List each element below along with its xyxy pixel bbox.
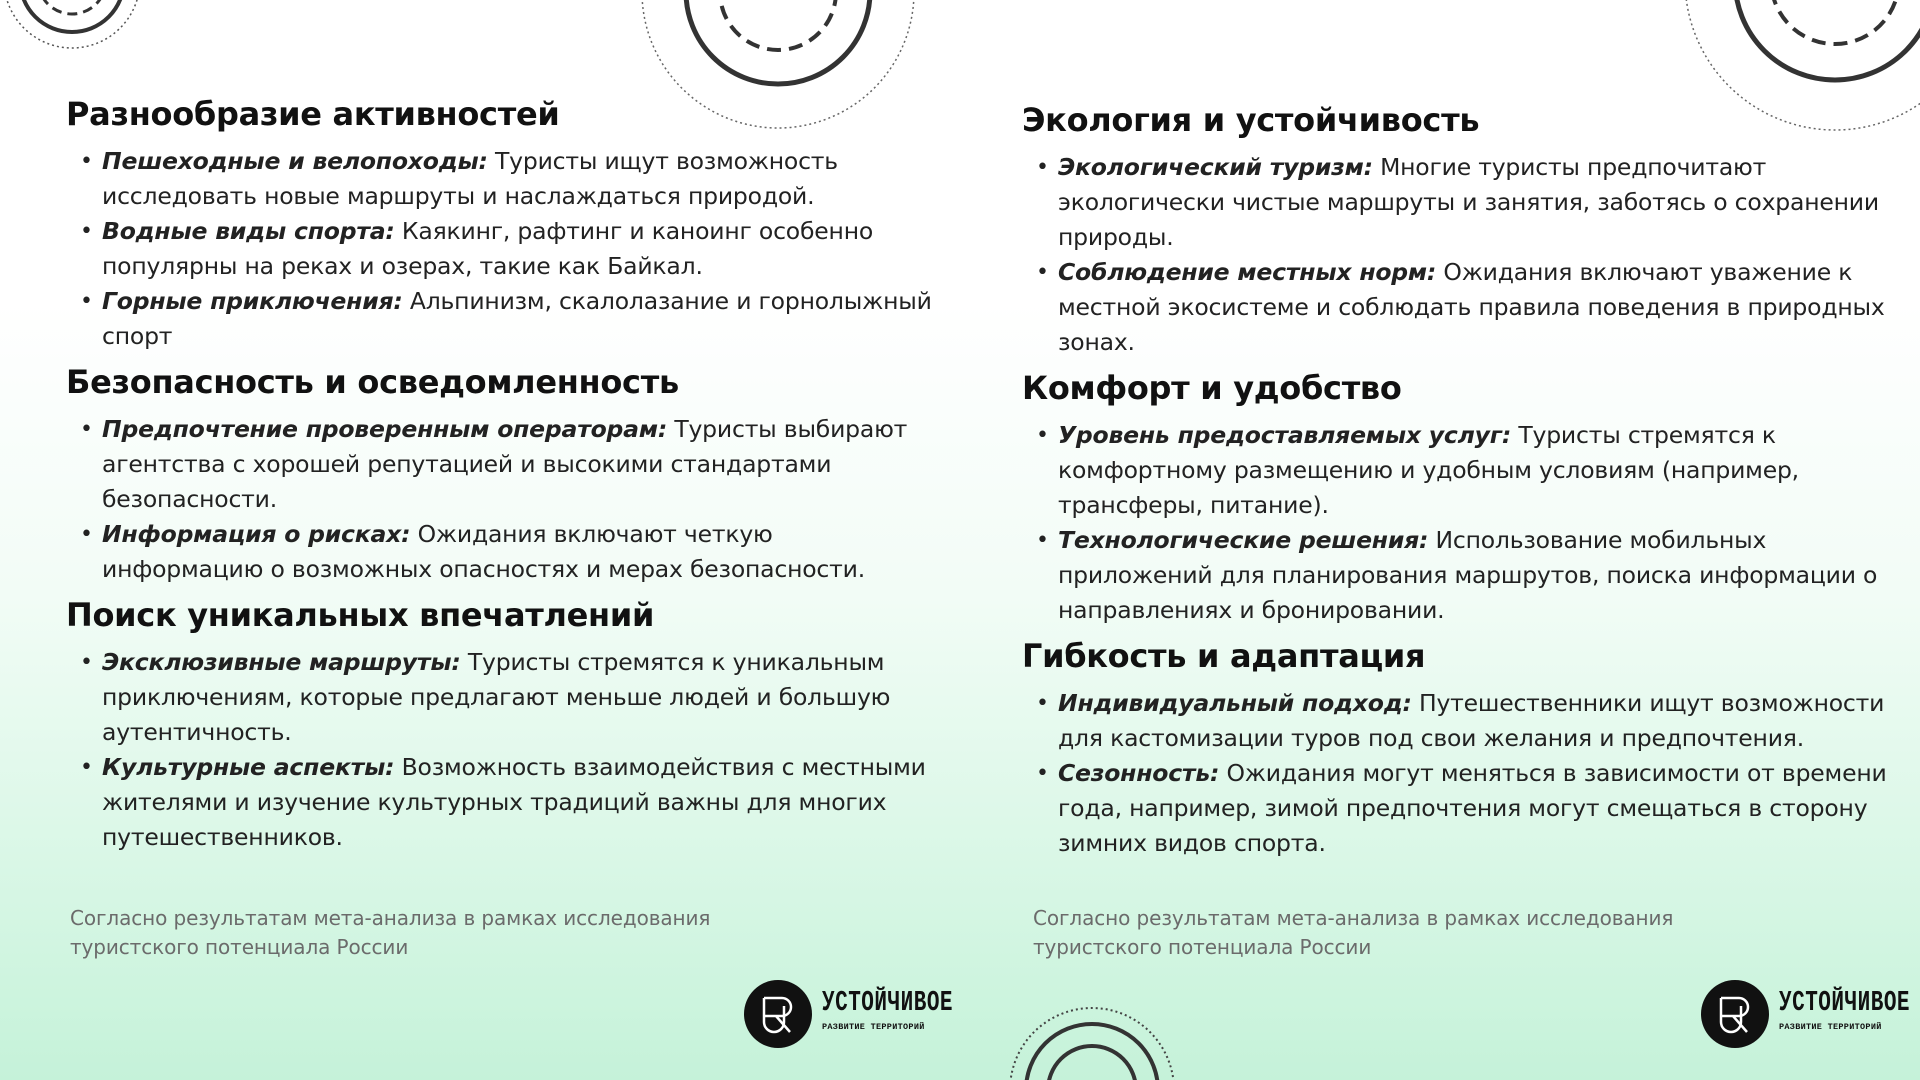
section-title: Безопасность и осведомленность [66, 363, 679, 401]
item-term: Информация о рисках: [102, 520, 411, 548]
brand-logo [744, 980, 953, 1048]
item-term: Пешеходные и велопоходы: [102, 147, 488, 175]
list-item [1058, 756, 1892, 861]
section-ecology [1022, 100, 1892, 360]
item-term: Эксклюзивные маршруты: [102, 648, 461, 676]
item-term: Соблюдение местных норм: [1058, 258, 1437, 286]
footnote: Согласно результатам мета-анализа в рамках исследования туристского потенциала России [70, 906, 711, 959]
item-text: Туристы стремятся к уникальным приключениям, которые предлагают меньше людей и большую аутентичность. [102, 648, 891, 746]
list-item [1058, 150, 1892, 255]
item-text: Ожидания включают четкую информацию о возможных опасностях и мерах безопасности. [102, 520, 865, 583]
ur-monogram-icon [744, 980, 812, 1048]
list-item [1058, 418, 1892, 523]
item-term: Горные приключения: [102, 287, 403, 315]
item-text: Ожидания могут меняться в зависимости от времени года, например, зимой предпочтения могут смещаться в сторону зимних видов спорта. [1058, 759, 1887, 857]
bullet-list [66, 412, 936, 587]
list-item [102, 750, 936, 855]
list-item [102, 284, 936, 354]
item-text: Использование мобильных приложений для планирования маршрутов, поиска информации о направлениях и бронировании. [1058, 526, 1878, 624]
logo-tagline: РАЗВИТИЕ ТЕРРИТОРИЙ [1779, 1021, 1882, 1032]
logo-wordmark [1779, 988, 1911, 1032]
list-item [1058, 686, 1892, 756]
item-text: Ожидания включают уважение к местной экосистеме и соблюдать правила поведения в природных зонах. [1058, 258, 1885, 356]
section-title: Гибкость и адаптация [1022, 637, 1426, 675]
list-item [102, 144, 936, 214]
list-item [102, 517, 936, 587]
item-term: Технологические решения: [1058, 526, 1429, 554]
section-title: Экология и устойчивость [1022, 101, 1480, 139]
left-content [66, 94, 936, 863]
section-title: Разнообразие активностей [66, 95, 560, 133]
section-unique-experiences [66, 595, 936, 855]
item-text: Путешественники ищут возможности для кастомизации туров под свои желания и предпочтения. [1058, 689, 1885, 752]
brand-logo [1701, 980, 1910, 1048]
footnote: Согласно результатам мета-анализа в рамках исследования туристского потенциала России [1033, 906, 1674, 959]
list-item [1058, 255, 1892, 360]
item-text: Возможность взаимодействия с местными жителями и изучение культурных традиций важны для многих путешественников. [102, 753, 926, 851]
list-item [1058, 523, 1892, 628]
item-text: Туристы выбирают агентства с хорошей репутацией и высокими стандартами безопасности. [102, 415, 908, 513]
item-text: Многие туристы предпочитают экологически чистые маршруты и занятия, заботясь о сохранении природы. [1058, 153, 1879, 251]
section-flexibility [1022, 636, 1892, 861]
item-term: Предпочтение проверенным операторам: [102, 415, 668, 443]
item-term: Сезонность: [1058, 759, 1220, 787]
bullet-list [1022, 150, 1892, 360]
right-slide [960, 0, 1920, 1080]
right-content [1022, 100, 1892, 869]
logo-name: УСТОЙЧИВОЕ [822, 988, 954, 1020]
item-text: Каякинг, рафтинг и каноинг особенно популярны на реках и озерах, такие как Байкал. [102, 217, 874, 280]
logo-wordmark [822, 988, 954, 1032]
item-term: Уровень предоставляемых услуг: [1058, 421, 1512, 449]
list-item [102, 412, 936, 517]
logo-name: УСТОЙЧИВОЕ [1779, 988, 1911, 1020]
item-text: Туристы ищут возможность исследовать новые маршруты и наслаждаться природой. [102, 147, 838, 210]
bullet-list [1022, 418, 1892, 628]
item-term: Экологический туризм: [1058, 153, 1373, 181]
item-term: Индивидуальный подход: [1058, 689, 1412, 717]
ur-monogram-icon [1701, 980, 1769, 1048]
section-title: Поиск уникальных впечатлений [66, 596, 655, 634]
list-item [102, 214, 936, 284]
section-comfort [1022, 368, 1892, 628]
list-item [102, 645, 936, 750]
section-title: Комфорт и удобство [1022, 369, 1402, 407]
section-activity-variety [66, 94, 936, 354]
logo-tagline: РАЗВИТИЕ ТЕРРИТОРИЙ [822, 1021, 925, 1032]
item-term: Водные виды спорта: [102, 217, 395, 245]
item-text: Альпинизм, скалолазание и горнолыжный спорт [102, 287, 932, 350]
bullet-list [1022, 686, 1892, 861]
section-safety [66, 362, 936, 587]
item-text: Туристы стремятся к комфортному размещению и удобным условиям (например, трансферы, питание). [1058, 421, 1799, 519]
item-term: Культурные аспекты: [102, 753, 395, 781]
bullet-list [66, 645, 936, 855]
bullet-list [66, 144, 936, 354]
